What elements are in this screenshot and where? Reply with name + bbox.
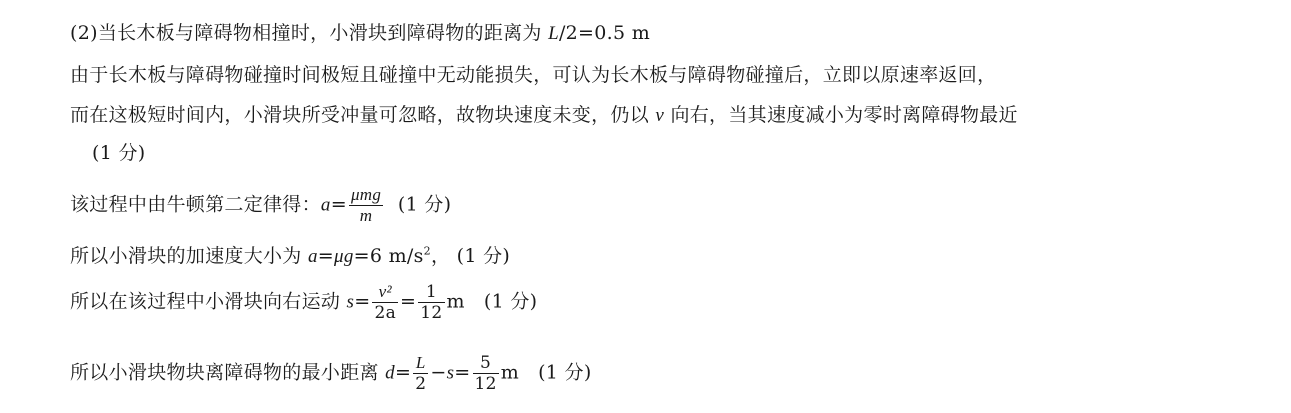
- numerator: 1: [418, 282, 444, 303]
- equals: =: [394, 361, 412, 384]
- line-7: [70, 282, 537, 323]
- text: 所以小滑块物块离障碍物的最小距离: [70, 361, 379, 384]
- text: 而在这极短时间内，小滑块所受冲量可忽略，故物块速度未变，仍以: [70, 104, 650, 126]
- score: (1 分): [483, 290, 538, 313]
- equals: =: [400, 290, 417, 313]
- denominator: 12: [420, 303, 443, 323]
- unit: m: [500, 361, 520, 384]
- text: 所以在该过程中小滑块向右运动: [70, 290, 341, 313]
- text: (2)当长木板与障碍物相撞时，小滑块到障碍物的距离为: [70, 22, 542, 44]
- var-d: d: [385, 362, 395, 384]
- score: ， (1 分): [430, 245, 511, 267]
- score: (1 分): [397, 193, 452, 216]
- denominator: 12: [474, 374, 497, 394]
- var-v: v: [655, 105, 665, 126]
- denominator: m: [359, 206, 373, 225]
- fraction-mumg-over-m: [349, 185, 383, 226]
- numerator: L: [413, 353, 428, 374]
- line-5: [70, 185, 451, 226]
- line-8: [70, 353, 592, 394]
- text: 所以小滑块的加速度大小为: [70, 245, 302, 267]
- equals: =: [330, 193, 347, 216]
- text: 由于长木板与障碍物碰撞时间极短且碰撞中无动能损失，可认为长木板与障碍物碰撞后，立即以原速率返回，: [70, 64, 997, 86]
- exponent: 2: [423, 244, 431, 258]
- fraction-L-over-2: [413, 353, 428, 394]
- line-2: [70, 62, 996, 88]
- score: (1 分): [538, 361, 592, 384]
- text: 该过程中由牛顿第二定律得：: [70, 193, 321, 216]
- line-3: [70, 102, 1018, 129]
- text: /2=0.5 m: [558, 22, 651, 44]
- fraction-v2-over-2a: [372, 282, 398, 323]
- var-mug: μg: [334, 246, 354, 267]
- value: =6 m/s: [353, 245, 424, 267]
- equals: =: [317, 245, 334, 267]
- denominator: 2: [415, 374, 427, 394]
- score: (1 分): [92, 142, 146, 164]
- denominator: 2a: [374, 303, 397, 323]
- numerator: v²: [372, 282, 398, 303]
- fraction-5-over-12: [473, 353, 499, 394]
- numerator: 5: [473, 353, 499, 374]
- equals: =: [454, 361, 471, 384]
- unit: m: [446, 290, 465, 313]
- equals: =: [354, 290, 371, 313]
- line-1: [70, 20, 650, 47]
- var-L: L: [548, 23, 559, 44]
- line-6: [70, 243, 510, 270]
- var-s: s: [446, 362, 455, 384]
- text: 向右，当其速度减小为零时离障碍物最近: [670, 104, 1018, 126]
- var-a: a: [307, 246, 318, 267]
- var-a: a: [320, 194, 331, 216]
- var-s: s: [346, 291, 355, 313]
- numerator: μmg: [350, 185, 382, 204]
- fraction-1-over-12: [418, 282, 444, 323]
- minus: −: [430, 361, 447, 384]
- line-4: [92, 140, 145, 166]
